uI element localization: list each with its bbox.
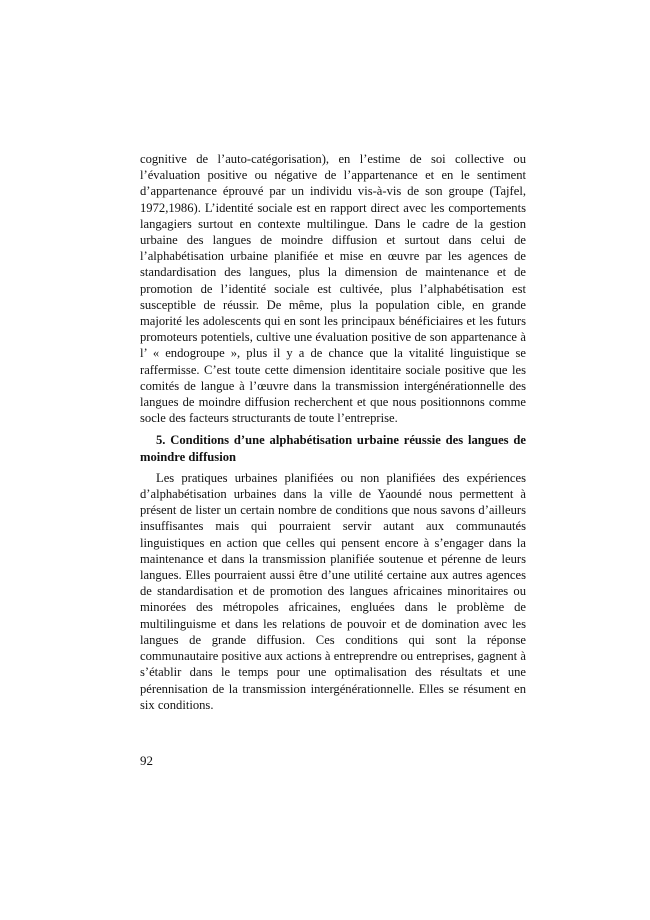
- paragraph-urban-practices: Les pratiques urbaines planifiées ou non planifiées des expériences d’alphabétisation urbaines dans la ville de Yaoundé nous permettent à présent de lister un certain nombre de conditions que nous savons d’ailleurs insuffisantes mais qui pourraient servir autant aux communautés linguistiques en action que celles qui pensent encore à s’engager dans la maintenance et dans la transmission planifiée soutenue et pérenne de leurs langues. Elles pourraient aussi être d’une utilité certaine aux autres agences de standardisation et de promotion des langues africaines minoritaires ou minorées des métropoles africaines, engluées dans le problème de multilinguisme et dans les relations de pouvoir et de domination avec les langues de grande diffusion. Ces conditions qui sont la réponse communautaire positive aux actions à entreprendre ou entreprises, gagnent à s’établir dans le temps pour une optimalisation des résultats et une pérennisation de la transmission intergénérationnelle. Elles se résument en six conditions.: [140, 470, 526, 712]
- body-text: [140, 151, 526, 713]
- page-number: 92: [140, 753, 153, 768]
- section-heading: 5. Conditions d’une alphabétisation urbaine réussie des langues de moindre diffusion: [140, 433, 526, 464]
- paragraph-social-identity: cognitive de l’auto-catégorisation), en l’estime de soi collective ou l’évaluation positive ou négative de l’appartenance et en le sentiment d’appartenance éprouvé par un individu vis-à-vis de son groupe (Tajfel, 1972,1986). L’identité sociale est en rapport direct avec les comportements langagiers surtout en contexte multilingue. Dans le cadre de la gestion urbaine des langues de moindre diffusion et surtout dans celui de l’alphabétisation urbaine planifiée et mise en œuvre par les agences de standardisation des langues, plus la dimension de maintenance et de promotion de l’identité sociale est cultivée, plus l’alphabétisation est susceptible de réussir. De même, plus la population cible, en grande majorité les adolescents qui en sont les principaux bénéficiaires et les futurs promoteurs potentiels, cultive une évaluation positive de son appartenance à l’ « endogroupe », plus il y a de chance que la vitalité linguistique se raffermisse. C’est toute cette dimension identitaire sociale positive que les comités de langue à l’œuvre dans la transmission intergénérationnelle des langues de moindre diffusion recherchent et que nous positionnons comme socle des facteurs structurants de toute l’entreprise.: [140, 152, 526, 426]
